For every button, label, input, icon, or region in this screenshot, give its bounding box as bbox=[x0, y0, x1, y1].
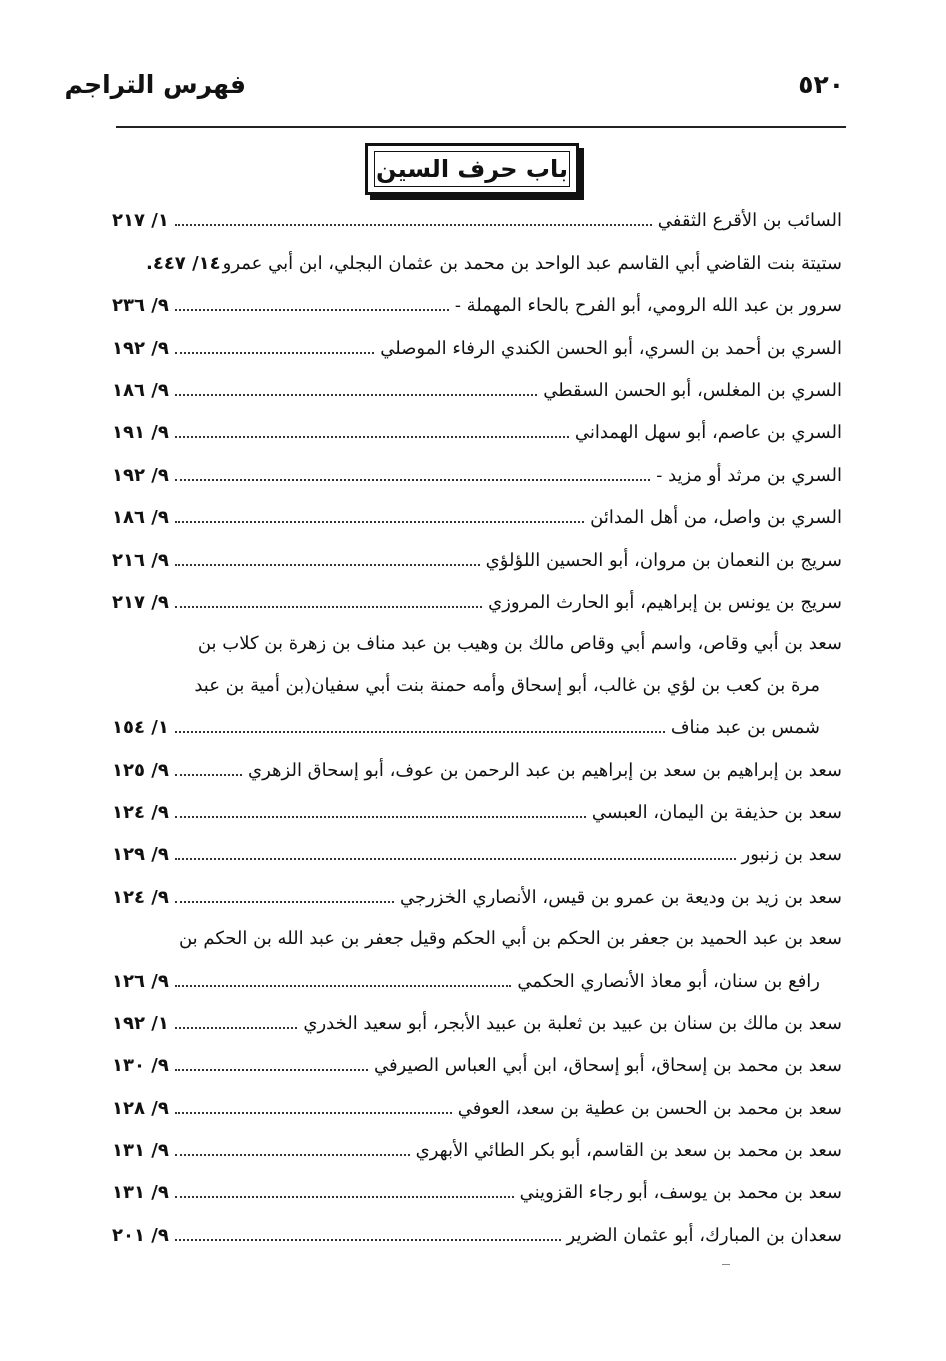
entry-name: سعد بن إبراهيم بن سعد بن إبراهيم بن عبد الرحمن بن عوف، أبو إسحاق الزهري bbox=[248, 759, 842, 781]
index-entry-continuation bbox=[112, 664, 842, 706]
entry-name: سعد بن حذيفة بن اليمان، العبسي bbox=[591, 801, 842, 823]
entry-name: السري بن المغلس، أبو الحسن السقطي bbox=[543, 379, 842, 401]
entry-name: سرور بن عبد الله الرومي، أبو الفرح بالحاء المهملة - bbox=[454, 294, 842, 316]
leader-dots bbox=[175, 521, 584, 523]
entry-reference: ٩/ ٢١٧ bbox=[112, 591, 169, 613]
section-heading: باب حرف السين bbox=[375, 155, 568, 183]
entry-reference: ٩/ ١٩٢ bbox=[112, 464, 169, 486]
page-number: ٥٢٠ bbox=[798, 70, 844, 99]
entry-name: سعد بن محمد بن يوسف، أبو رجاء القزويني bbox=[519, 1181, 842, 1203]
entry-name: ستيتة بنت القاضي أبي القاسم عبد الواحد بن محمد بن عثمان البجلي، ابن أبي عمرو bbox=[222, 252, 842, 274]
entry-name: شمس بن عبد مناف bbox=[670, 716, 820, 738]
index-entry bbox=[112, 284, 842, 326]
index-entry bbox=[112, 1087, 842, 1129]
entry-name: السائب بن الأقرع الثقفي bbox=[657, 209, 842, 231]
entry-name: سعد بن زيد بن وديعة بن عمرو بن قيس، الأنصاري الخزرجي bbox=[399, 886, 842, 908]
entry-reference: ٩/ ١٨٦ bbox=[112, 506, 169, 528]
entry-reference: ١/ ١٩٢ bbox=[112, 1012, 169, 1034]
index-entry bbox=[112, 539, 842, 581]
leader-dots bbox=[175, 1154, 410, 1156]
leader-dots bbox=[175, 1239, 561, 1241]
entry-reference: ٩/ ١٩١ bbox=[112, 421, 169, 443]
entry-name: سعد بن عبد الحميد بن جعفر بن الحكم بن أبي الحكم وقيل جعفر بن عبد الله بن الحكم بن bbox=[178, 927, 842, 949]
running-header-title: فهرس التراجم bbox=[64, 70, 246, 99]
index-entry bbox=[112, 411, 842, 453]
leader-dots bbox=[175, 394, 537, 396]
entry-name: سعد بن مالك بن سنان بن عبيد بن ثعلبة بن عبيد الأبجر، أبو سعيد الخدري bbox=[303, 1012, 842, 1034]
entry-reference: ٩/ ١٢٩ bbox=[112, 843, 169, 865]
index-entry bbox=[112, 1129, 842, 1171]
leader-dots bbox=[175, 774, 242, 776]
entry-reference: ١/ ١٥٤ bbox=[112, 716, 169, 738]
entry-reference: ٩/ ١٣٠ bbox=[112, 1054, 169, 1076]
index-entry bbox=[112, 581, 842, 623]
entry-reference: ٩/ ١٢٨ bbox=[112, 1097, 169, 1119]
leader-dots bbox=[175, 606, 482, 608]
entry-name: سعدان بن المبارك، أبو عثمان الضرير bbox=[566, 1224, 842, 1246]
leader-dots bbox=[175, 479, 650, 481]
leader-dots bbox=[175, 1027, 298, 1029]
leader-dots bbox=[175, 1069, 368, 1071]
entry-reference: ٩/ ١٢٥ bbox=[112, 759, 169, 781]
entry-reference: ٩/ ١٩٢ bbox=[112, 337, 169, 359]
index-entry bbox=[112, 749, 842, 791]
entry-reference: ٩/ ١٢٤ bbox=[112, 886, 169, 908]
index-entry bbox=[112, 960, 842, 1002]
index-entry bbox=[112, 242, 842, 284]
index-entry bbox=[112, 199, 842, 241]
index-entry-line bbox=[112, 622, 842, 664]
scan-speck bbox=[722, 1264, 730, 1265]
entry-name: السري بن عاصم، أبو سهل الهمداني bbox=[574, 421, 842, 443]
index-entry bbox=[112, 791, 842, 833]
leader-dots bbox=[175, 1112, 452, 1114]
leader-dots bbox=[175, 564, 480, 566]
index-entry bbox=[112, 1171, 842, 1213]
entry-name: سعد بن محمد بن الحسن بن عطية بن سعد، العوفي bbox=[457, 1097, 842, 1119]
index-entry bbox=[112, 369, 842, 411]
entry-reference: ٩/ ١٣١ bbox=[112, 1181, 169, 1203]
entry-name: سريج بن النعمان بن مروان، أبو الحسين اللؤلؤي bbox=[485, 549, 842, 571]
entry-name: سعد بن محمد بن سعد بن القاسم، أبو بكر الطائي الأبهري bbox=[415, 1139, 842, 1161]
entry-reference: ٩/ ١٣١ bbox=[112, 1139, 169, 1161]
leader-dots bbox=[175, 901, 394, 903]
entry-reference: ٩/ ١٨٦ bbox=[112, 379, 169, 401]
leader-dots bbox=[175, 985, 512, 987]
entry-name: السري بن واصل، من أهل المدائن bbox=[590, 506, 842, 528]
leader-dots bbox=[175, 858, 736, 860]
entry-name: سريج بن يونس بن إبراهيم، أبو الحارث المروزي bbox=[488, 591, 842, 613]
entry-name: سعد بن محمد بن إسحاق، أبو إسحاق، ابن أبي العباس الصيرفي bbox=[373, 1054, 842, 1076]
leader-dots bbox=[175, 731, 665, 733]
index-entry bbox=[112, 1002, 842, 1044]
leader-dots bbox=[175, 352, 374, 354]
entry-reference: ٩/ ٢١٦ bbox=[112, 549, 169, 571]
index-entry bbox=[112, 876, 842, 918]
leader-dots bbox=[175, 816, 586, 818]
entry-name: مرة بن كعب بن لؤي بن غالب، أبو إسحاق وأمه حمنة بنت أبي سفيان(بن أمية بن عبد bbox=[194, 674, 820, 696]
entry-reference: ٩/ ١٢٦ bbox=[112, 970, 169, 992]
leader-dots bbox=[175, 309, 449, 311]
leader-dots bbox=[175, 436, 569, 438]
index-entry-line bbox=[112, 917, 842, 959]
entry-reference: ٩/ ٢٠١ bbox=[112, 1224, 169, 1246]
entry-reference: ١/ ٢١٧ bbox=[112, 209, 169, 231]
leader-dots bbox=[175, 224, 652, 226]
entry-name: السري بن مرثد أو مزيد - bbox=[656, 464, 842, 486]
entry-name: سعد بن أبي وقاص، واسم أبي وقاص مالك بن وهيب بن عبد مناف بن زهرة بن كلاب بن bbox=[197, 632, 842, 654]
entry-name: رافع بن سنان، أبو معاذ الأنصاري الحكمي bbox=[517, 970, 820, 992]
index-entry bbox=[112, 496, 842, 538]
index-entry bbox=[112, 454, 842, 496]
index-entry bbox=[112, 1044, 842, 1086]
entry-name: سعد بن زنبور bbox=[741, 843, 842, 865]
entry-name: السري بن أحمد بن السري، أبو الحسن الكندي الرفاء الموصلي bbox=[380, 337, 842, 359]
index-entry bbox=[112, 327, 842, 369]
leader-dots bbox=[175, 1196, 514, 1198]
entry-reference: ٩/ ٢٣٦ bbox=[112, 294, 169, 316]
index-entry bbox=[112, 706, 842, 748]
entry-reference: ٩/ ١٢٤ bbox=[112, 801, 169, 823]
index-entry bbox=[112, 833, 842, 875]
index-entry bbox=[112, 1214, 842, 1256]
entry-reference: .١٤/ ٤٤٧ bbox=[145, 252, 221, 274]
